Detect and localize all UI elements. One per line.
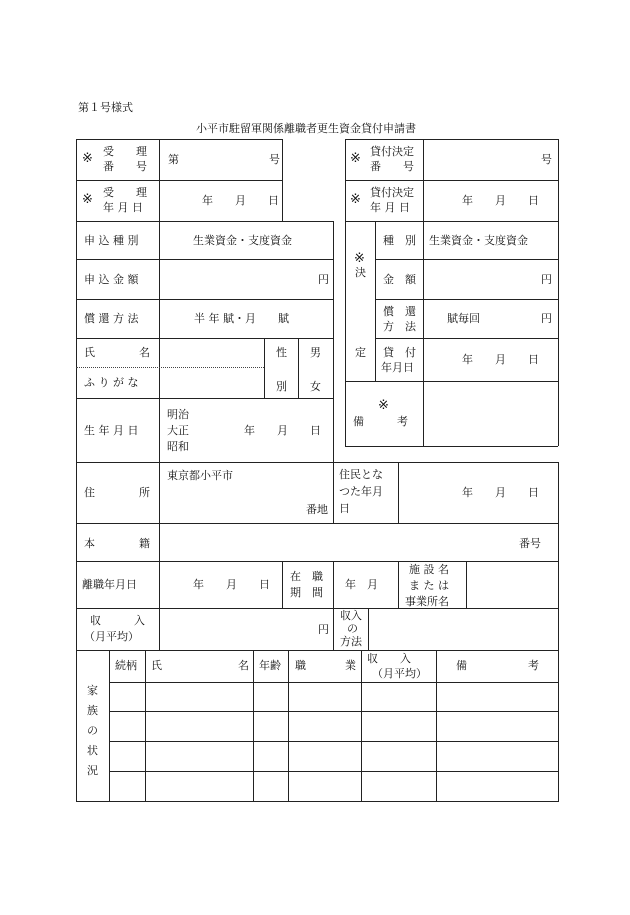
col-age: 年齢 (259, 659, 281, 672)
name-label: 氏 名 (84, 346, 150, 359)
rule (423, 221, 424, 446)
decision-type-label: 種 別 (383, 234, 416, 247)
separation-date-value: 年 月 日 (193, 578, 270, 591)
rule (398, 462, 399, 523)
mark-decision-date: ※ (350, 192, 361, 207)
decision-repay-unit: 円 (541, 312, 552, 325)
col-income-1: 収 入 (367, 652, 411, 665)
rule (368, 608, 369, 650)
rule (345, 221, 346, 446)
family-side-label-1: 家 (87, 684, 98, 697)
family-side-label-2: 族 (87, 704, 98, 717)
family-side-label-3: の (87, 724, 98, 737)
resident-label-1: 住民とな (339, 468, 383, 481)
rule (76, 608, 558, 609)
decision-type-value: 生業資金・支度資金 (429, 234, 528, 247)
receipt-no-suffix: 号 (269, 153, 280, 166)
domicile-label: 本 籍 (84, 537, 150, 550)
rule (423, 139, 424, 221)
sex-label-2: 別 (276, 380, 287, 393)
application-amount-unit: 円 (318, 273, 329, 286)
sex-male: 男 (310, 346, 321, 359)
mark-receipt-no: ※ (82, 151, 93, 166)
decision-date-label-2: 年 月 日 (370, 201, 410, 214)
service-label-2: 期 間 (290, 586, 323, 599)
rule (345, 221, 558, 222)
rule (558, 462, 559, 802)
application-type-label: 申 込 種 別 (84, 234, 139, 247)
era-taisho: 大正 (167, 424, 189, 437)
rule (558, 221, 559, 446)
rule (76, 523, 558, 524)
receipt-date-label-1: 受 理 (103, 186, 147, 199)
rule (109, 711, 558, 712)
decision-repay-label-2: 方 法 (383, 320, 416, 333)
address-prefix: 東京都小平市 (167, 469, 233, 482)
resident-date-value: 年 月 日 (462, 486, 539, 499)
mark-decision: ※ (354, 251, 365, 266)
decision-label-1: 決 (355, 266, 366, 279)
address-label: 住 所 (84, 486, 150, 499)
rule (375, 299, 558, 300)
receipt-no-prefix: 第 (168, 153, 179, 166)
repayment-method-value: 半 年 賦・月 賦 (194, 312, 289, 325)
application-amount-label: 申 込 金 額 (84, 273, 139, 286)
rule (361, 650, 362, 801)
receipt-date-label-2: 年 月 日 (103, 201, 143, 214)
rule (264, 338, 265, 398)
birth-date-value: 年 月 日 (244, 424, 321, 437)
resident-label-2: つた年月 (339, 485, 383, 498)
form-number: 第１号様式 (78, 101, 133, 114)
rule (76, 398, 333, 399)
rule (76, 561, 558, 562)
domicile-suffix: 番号 (519, 537, 541, 550)
rule (282, 139, 283, 221)
decision-no-label-2: 番 号 (370, 160, 414, 173)
decision-label-2: 定 (355, 346, 366, 359)
rule (76, 221, 333, 222)
service-label-1: 在 職 (290, 570, 323, 583)
receipt-date-value: 年 月 日 (202, 194, 279, 207)
rule (109, 682, 558, 683)
address-suffix: 番地 (306, 503, 328, 516)
col-remarks-1: 備 (456, 659, 467, 672)
rule (345, 180, 558, 181)
rule (375, 259, 558, 260)
rule (76, 650, 558, 651)
decision-no-label-1: 貸付決定 (370, 145, 414, 158)
rule (398, 561, 399, 608)
receipt-no-label-1: 受 理 (103, 145, 147, 158)
rule (333, 608, 334, 650)
rule (375, 221, 376, 381)
income-label-1: 収 入 (90, 614, 145, 627)
col-job-2: 業 (345, 659, 356, 672)
mark-receipt-date: ※ (82, 192, 93, 207)
facility-label-1: 施 設 名 (409, 563, 449, 576)
income-method-label-3: 方法 (340, 635, 362, 648)
decision-repay-label-1: 償 還 (383, 305, 416, 318)
rule (76, 180, 282, 181)
income-unit: 円 (318, 623, 329, 636)
decision-amount-unit: 円 (541, 273, 552, 286)
receipt-no-label-2: 番 号 (103, 160, 147, 173)
remarks-label: 備 考 (353, 415, 408, 428)
income-method-label-1: 収入 (340, 609, 362, 622)
repayment-method-label: 償 還 方 法 (84, 312, 139, 325)
rule (345, 139, 346, 221)
col-relation: 続柄 (115, 659, 137, 672)
rule (436, 650, 437, 801)
era-showa: 昭和 (167, 440, 189, 453)
rule (109, 741, 558, 742)
service-value: 年 月 (345, 578, 378, 591)
application-type-value: 生業資金・支度資金 (193, 234, 292, 247)
form-title: 小平市駐留軍関係離職者更生資金貸付申請書 (196, 122, 416, 135)
rule (76, 801, 558, 802)
rule (333, 221, 334, 462)
rule (282, 561, 283, 608)
rule (466, 561, 467, 608)
sex-label-1: 性 (276, 346, 287, 359)
col-income-2: （月平均） (372, 667, 427, 680)
rule (333, 561, 334, 608)
era-meiji: 明治 (167, 408, 189, 421)
rule (288, 650, 289, 801)
family-side-label-5: 況 (87, 764, 98, 777)
rule (345, 381, 558, 382)
mark-decision-no: ※ (350, 151, 361, 166)
rule (76, 259, 333, 260)
col-job-1: 職 (295, 659, 306, 672)
resident-label-3: 日 (339, 502, 350, 515)
furigana-label: ふ り が な (84, 376, 139, 389)
rule (345, 139, 558, 140)
income-method-label-2: の (347, 622, 358, 635)
rule (159, 462, 160, 650)
birth-date-label: 生 年 月 日 (84, 424, 139, 437)
facility-label-3: 事業所名 (405, 595, 449, 608)
rule (159, 221, 160, 462)
decision-repay-value: 賦毎回 (447, 312, 480, 325)
separation-label: 離職年月日 (82, 578, 137, 591)
rule (345, 446, 558, 447)
rule (333, 462, 334, 523)
col-name-2: 名 (238, 659, 249, 672)
rule (76, 299, 333, 300)
decision-date-label-1: 貸付決定 (370, 186, 414, 199)
decision-no-suffix: 号 (541, 153, 552, 166)
rule (76, 139, 282, 140)
rule (253, 650, 254, 801)
rule (298, 338, 299, 398)
dotted-rule (76, 367, 264, 368)
mark-remarks: ※ (378, 398, 389, 413)
facility-label-2: ま た は (409, 579, 449, 592)
rule (109, 771, 558, 772)
rule (76, 462, 558, 463)
rule (159, 139, 160, 221)
family-side-label-4: 状 (87, 744, 98, 757)
loan-date-label-1: 貸 付 (383, 346, 416, 359)
rule (109, 650, 110, 801)
rule (375, 338, 558, 339)
loan-date-value: 年 月 日 (462, 353, 539, 366)
rule (76, 139, 77, 802)
rule (145, 650, 146, 801)
income-label-2: （月平均） (84, 630, 139, 643)
col-remarks-2: 考 (528, 659, 539, 672)
col-name-1: 氏 (151, 659, 162, 672)
sex-female: 女 (310, 380, 321, 393)
rule (76, 338, 333, 339)
decision-amount-label: 金 額 (383, 273, 416, 286)
rule (558, 139, 559, 221)
loan-date-label-2: 年月日 (381, 361, 414, 374)
decision-date-value: 年 月 日 (462, 194, 539, 207)
